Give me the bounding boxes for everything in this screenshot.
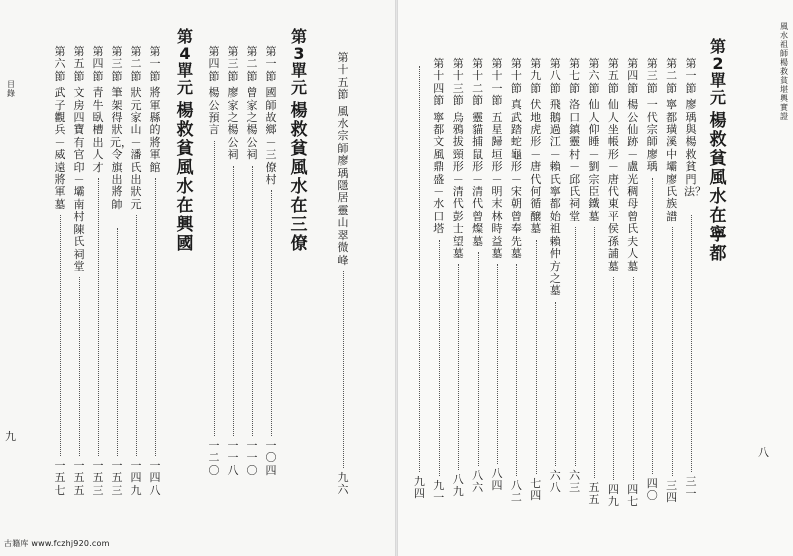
toc-entry[interactable] (490, 58, 504, 261)
toc-entry[interactable] (471, 58, 485, 248)
running-header: 風水祖師楊救貧堪輿實證 (780, 22, 788, 121)
entry-title: 青牛臥槽出人才 (92, 86, 104, 174)
toc-entry[interactable] (432, 58, 446, 236)
dot-leader (233, 166, 234, 436)
entry-title: 五星歸垣形－明末林時益墓 (491, 110, 503, 261)
section-number: 第八節 (549, 57, 561, 95)
dot-leader (98, 178, 99, 456)
page-ref: 九六 (337, 471, 349, 497)
dot-leader (117, 228, 118, 456)
section-number: 第一節 (149, 45, 161, 83)
section-number: 第一節 (265, 45, 277, 83)
page-ref: 一五三 (92, 459, 104, 497)
toc-entry[interactable] (72, 46, 86, 273)
page-ref: 六三 (569, 469, 581, 495)
unit-heading (172, 28, 198, 254)
toc-entry[interactable] (645, 58, 659, 174)
toc-entry[interactable] (129, 46, 143, 211)
entry-title: 筆架得狀元，令旗出將帥 (110, 86, 132, 211)
section-number: 第九節 (530, 57, 542, 95)
toc-entry[interactable] (91, 46, 105, 174)
dot-leader (271, 190, 272, 436)
dot-leader (633, 277, 634, 480)
entry-title: 飛鵝過江－賴氏寧都始祖賴仲方之墓 (549, 98, 561, 298)
page-number: 八 (758, 446, 769, 459)
dot-leader (155, 178, 156, 456)
section-number: 第十二節 (472, 57, 484, 108)
dot-leader (439, 240, 440, 476)
page-ref: 七四 (530, 477, 542, 503)
entry-title: 仙人坐帳形－唐代東平侯孫誧墓 (607, 98, 619, 273)
page-ref: 八六 (472, 469, 484, 495)
section-number: 第三節 (646, 57, 658, 95)
running-header: 目錄 (7, 80, 15, 98)
dot-leader (136, 215, 137, 456)
dot-leader (214, 141, 215, 436)
unit-label: 第4單元 (176, 27, 193, 97)
entry-title: 武子觀兵－威遠將軍墓 (54, 86, 66, 211)
toc-entry[interactable] (548, 58, 562, 298)
footer-watermark: 古籍库 www.fczhj920.com (4, 539, 110, 548)
entry-title: 楊公預言 (208, 86, 220, 137)
section-number: 第六節 (588, 57, 600, 95)
section-number: 第四節 (92, 45, 104, 83)
section-number: 第七節 (569, 57, 581, 95)
section-number: 第五節 (607, 57, 619, 95)
section-number: 第五節 (73, 45, 85, 83)
page-ref: 八二 (510, 479, 522, 505)
dot-leader (594, 227, 595, 478)
dot-leader (458, 264, 459, 470)
unit-heading (705, 38, 731, 264)
unit-label: 第2單元 (709, 37, 726, 107)
toc-entry[interactable] (53, 46, 67, 211)
toc-entry[interactable] (336, 52, 350, 267)
entry-title: 楊公仙跡－盧光稠母曾氏夫人墓 (627, 98, 639, 273)
unit-title: 楊救貧風水在寧都 (709, 111, 727, 264)
dot-leader (672, 227, 673, 476)
page-ref: 八九 (452, 473, 464, 499)
page-ref: 一一八 (227, 439, 239, 477)
page-ref: 一四九 (130, 459, 142, 497)
entry-title: 仙人仰睡－劉宗臣鐵墓 (588, 98, 600, 223)
toc-entry[interactable] (587, 58, 601, 223)
page-ref: 一〇四 (265, 439, 277, 477)
entry-title: 寧都文風鼎盛－水口塔 (433, 110, 445, 236)
page-ref: 一五三 (111, 459, 123, 497)
page-ref: 四九 (607, 483, 619, 509)
dot-leader (478, 252, 479, 466)
page-ref: 八四 (491, 467, 503, 493)
section-number: 第二節 (666, 57, 678, 95)
section-number: 第四節 (627, 57, 639, 95)
page-ref: 一四八 (149, 459, 161, 497)
dot-leader (555, 302, 556, 466)
dot-leader (60, 215, 61, 456)
section-number: 第三節 (111, 45, 123, 83)
dot-leader (652, 178, 653, 474)
entry-title: 烏鴉拔頸形－清代彭士望墓 (452, 110, 464, 261)
dot-leader (536, 240, 537, 474)
entry-title: 國師故鄉－三僚村 (265, 86, 277, 187)
section-number: 第十五節 (337, 51, 349, 102)
section-number: 第十三節 (452, 57, 464, 108)
toc-entry[interactable] (245, 46, 259, 162)
page-number: 九 (5, 430, 16, 443)
toc-entry[interactable] (568, 58, 582, 223)
page-ref: 三一 (685, 475, 697, 501)
page-ref: 一一〇 (246, 439, 258, 477)
page-ref: 九一 (433, 479, 445, 505)
page-ref: 一二〇 (208, 439, 220, 477)
unit-title: 楊救貧風水在興國 (176, 101, 194, 254)
dot-leader (252, 166, 253, 436)
entry-title: 廖瑀與楊救貧門法？ (684, 98, 706, 199)
page-ref: 一五五 (73, 459, 85, 497)
toc-entry[interactable] (226, 46, 240, 162)
section-number: 第十一節 (491, 57, 503, 108)
entry-title: 洛口鎮靈村－邱氏祠堂 (569, 98, 581, 223)
toc-entry[interactable] (684, 57, 706, 199)
entry-title: 狀元家山－潘氏出狀元 (130, 86, 142, 211)
unit-heading (286, 28, 312, 254)
toc-entry[interactable] (264, 46, 278, 186)
page-ref: 三四 (666, 479, 678, 505)
entry-title: 一代宗師廖瑀 (646, 98, 658, 174)
dot-leader (343, 271, 344, 468)
unit-title: 楊救貧風水在三僚 (290, 101, 308, 254)
entry-title: 寧都璜溪中壩廖氏族譜 (666, 98, 678, 223)
entry-title: 伏地虎形－唐代何循醸墓 (530, 98, 542, 236)
section-number: 第六節 (54, 45, 66, 83)
section-number: 第十四節 (433, 57, 445, 108)
page-ref: 九四 (413, 475, 425, 501)
section-number: 第二節 (246, 45, 258, 83)
dot-leader (613, 277, 614, 480)
toc-entry[interactable] (665, 58, 679, 223)
entry-title: 真武踏蛇龜形－宋朝曾奉先墓 (510, 98, 522, 261)
section-number: 第一節 (685, 57, 697, 95)
section-number: 第四節 (208, 45, 220, 83)
dot-leader (497, 264, 498, 464)
dot-leader (691, 215, 692, 472)
page-ref: 六八 (549, 469, 561, 495)
toc-entry[interactable] (509, 58, 523, 261)
section-number: 第二節 (130, 45, 142, 83)
book-gutter (395, 0, 398, 556)
dot-leader (516, 264, 517, 476)
entry-title: 風水宗師廖瑀隱居靈山翠微峰 (337, 104, 349, 267)
dot-leader (575, 227, 576, 466)
entry-title: 廖家之楊公祠 (227, 86, 239, 162)
toc-entry[interactable] (110, 45, 132, 211)
page-ref: 四七 (627, 483, 639, 509)
entry-title: 文房四寶有官印－壩南村陳氏祠堂 (73, 86, 85, 273)
toc-entry[interactable] (529, 58, 543, 236)
entry-title: 曾家之楊公祠 (246, 86, 258, 162)
entry-title: 將軍縣的將軍館 (149, 86, 161, 174)
toc-entry[interactable] (451, 58, 465, 261)
toc-entry[interactable] (626, 58, 640, 273)
dot-leader (419, 66, 420, 472)
entry-title: 靈貓捕鼠形－清代曾燦墓 (472, 110, 484, 248)
toc-entry[interactable] (606, 58, 620, 273)
unit-label: 第3單元 (290, 27, 307, 97)
toc-entry[interactable] (207, 46, 221, 137)
page-ref: 五五 (588, 481, 600, 507)
toc-entry[interactable] (148, 46, 162, 174)
page-ref: 四〇 (646, 477, 658, 503)
page-ref: 一五七 (54, 459, 66, 497)
section-number: 第十節 (510, 57, 522, 95)
dot-leader (79, 277, 80, 456)
section-number: 第三節 (227, 45, 239, 83)
